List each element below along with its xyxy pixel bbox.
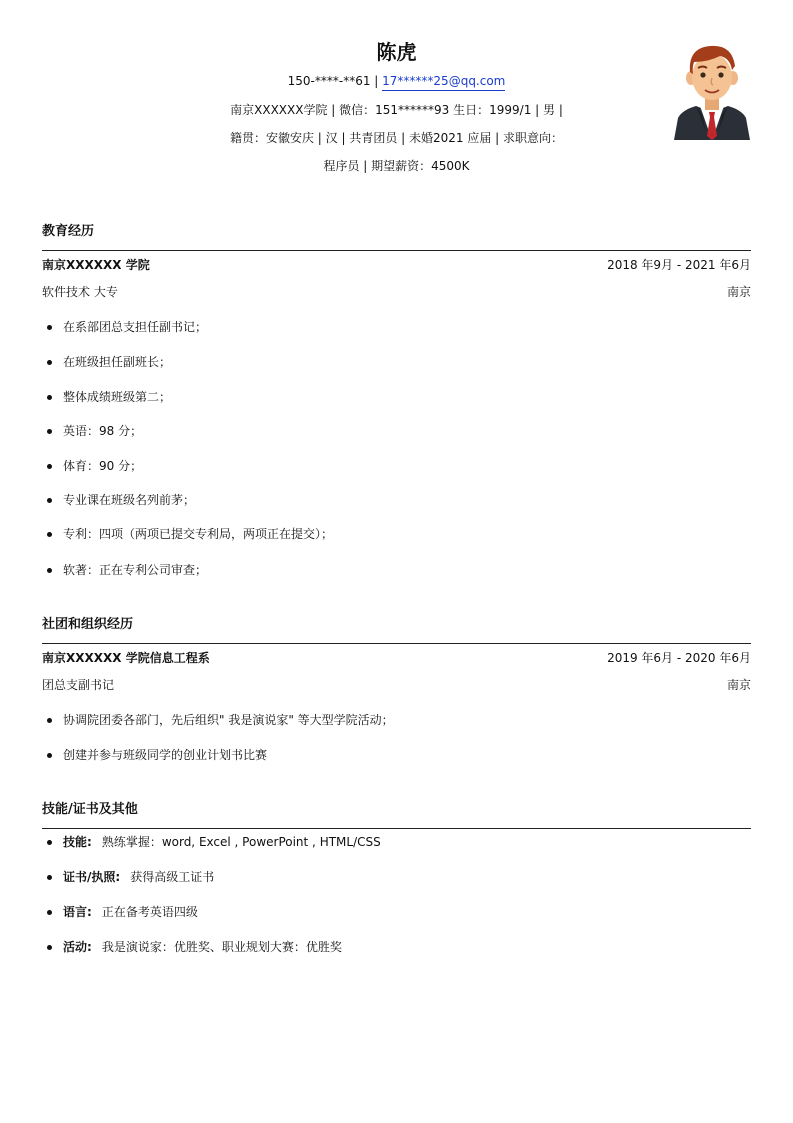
bullet-icon (47, 945, 52, 950)
candidate-name: 陈虎 (376, 40, 417, 64)
section-divider (42, 250, 751, 251)
club-location: 南京 (726, 678, 751, 692)
section-divider (42, 643, 751, 644)
school-name: 南京XXXXXX 学院 (42, 258, 150, 272)
bullet-icon (47, 875, 52, 880)
bullet-icon (47, 498, 52, 503)
separator: | (374, 74, 383, 88)
info-line-origin: 籍贯：安徽安庆 | 汉 | 共青团员 | 未婚2021 应届 | 求职意向： (229, 131, 564, 145)
education-location: 南京 (726, 285, 751, 299)
avatar (672, 40, 752, 140)
skill-label: 活动: (63, 940, 92, 954)
bullet-icon (47, 395, 52, 400)
organization-name: 南京XXXXXX 学院信息工程系 (42, 651, 210, 665)
section-divider (42, 828, 751, 829)
info-line-school: 南京XXXXXX学院 | 微信：151******93 生日：1999/1 | 男 | (230, 103, 563, 117)
skill-text: 我是演说家：优胜奖、职业规划大赛：优胜奖 (101, 940, 342, 954)
bullet-icon (47, 532, 52, 537)
bullet-icon (47, 718, 52, 723)
section-title-education: 教育经历 (42, 224, 95, 239)
skill-label: 证书/执照: (63, 870, 121, 884)
phone-number: 150-****-**61 (287, 74, 371, 88)
skill-label: 技能: (63, 835, 92, 849)
bullet-icon (47, 429, 52, 434)
skill-text: 获得高级工证书 (130, 870, 215, 884)
skill-label: 语言: (63, 905, 92, 919)
bullet-icon (47, 840, 52, 845)
skill-text: 正在备考英语四级 (101, 905, 198, 919)
bullet-icon (47, 568, 52, 573)
email-link[interactable]: 17******25@qq.com (382, 74, 505, 91)
section-title-clubs: 社团和组织经历 (42, 617, 134, 632)
bullet-icon (47, 910, 52, 915)
club-role: 团总支副书记 (42, 678, 115, 692)
major: 软件技术 大专 (42, 285, 118, 299)
bullet-icon (47, 360, 52, 365)
education-period: 2018 年9月 - 2021 年6月 (607, 258, 751, 272)
bullet-icon (47, 753, 52, 758)
bullet-icon (47, 325, 52, 330)
skill-text: 熟练掌握：word, Excel , PowerPoint , HTML/CSS (101, 835, 381, 849)
club-period: 2019 年6月 - 2020 年6月 (607, 651, 751, 665)
info-line-job: 程序员 | 期望薪资：4500K (323, 159, 470, 173)
bullet-icon (47, 464, 52, 469)
section-title-skills: 技能/证书及其他 (42, 802, 138, 817)
